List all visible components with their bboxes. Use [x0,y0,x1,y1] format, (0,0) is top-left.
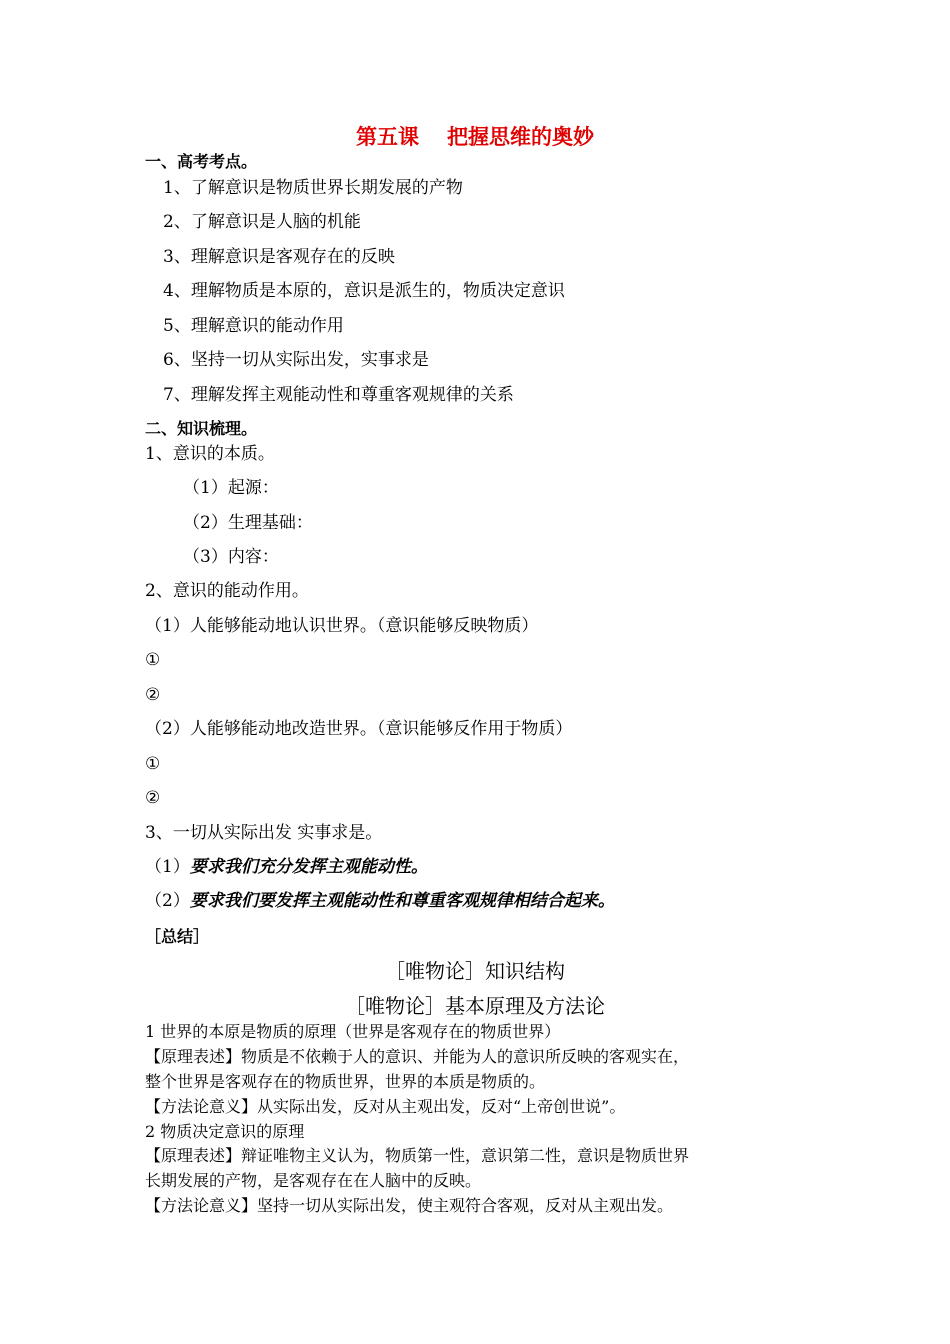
exam-point-item: 1、了解意识是物质世界长期发展的产物 [163,178,463,198]
sub-item-number: （1） [145,857,190,877]
knowledge-sub-item [145,890,615,912]
exam-point-item: 5、理解意识的能动作用 [163,316,344,336]
summary-heading-structure: ［唯物论］知识结构 [385,959,565,983]
blank-marker: ① [145,754,161,774]
principle-line: 整个世界是客观存在的物质世界，世界的本质是物质的。 [145,1072,546,1091]
knowledge-sub-item: （1）起源： [183,478,279,498]
section-heading-knowledge: 二、知识梳理。 [145,419,258,438]
principle-line: 【原理表述】辩证唯物主义认为，物质第一性，意识第二性，意识是物质世界 [145,1146,690,1165]
summary-heading-principles: ［唯物论］基本原理及方法论 [345,994,605,1018]
exam-point-item: 6、坚持一切从实际出发，实事求是 [163,350,429,370]
lesson-number: 第五课 [356,124,419,149]
section-heading-exam-points: 一、高考考点。 [145,152,258,171]
principle-line: 1 世界的本原是物质的原理（世界是客观存在的物质世界） [145,1022,561,1041]
blank-marker: ② [145,788,161,808]
lesson-name: 把握思维的奥妙 [447,124,594,149]
principle-line: 【原理表述】物质是不依赖于人的意识、并能为人的意识所反映的客观实在， [145,1047,690,1066]
principle-line: 长期发展的产物，是客观存在在人脑中的反映。 [145,1171,482,1190]
knowledge-sub-item [145,856,428,878]
knowledge-sub-item: （2）人能够能动地改造世界。（意识能够反作用于物质） [145,719,573,739]
knowledge-sub-item: （2）生理基础： [183,513,313,533]
knowledge-sub-item: （3）内容： [183,547,279,567]
exam-point-item: 7、理解发挥主观能动性和尊重客观规律的关系 [163,385,514,405]
exam-point-item: 2、了解意识是人脑的机能 [163,212,361,232]
sub-item-emphasis: 要求我们要发挥主观能动性和尊重客观规律相结合起来。 [189,891,615,911]
principle-line: 【方法论意义】坚持一切从实际出发，使主观符合客观，反对从主观出发。 [145,1196,674,1215]
blank-marker: ② [145,685,161,705]
exam-point-item: 4、理解物质是本原的，意识是派生的，物质决定意识 [163,281,565,301]
sub-item-emphasis: 要求我们充分发挥主观能动性。 [189,857,428,877]
knowledge-point-label: 2、意识的能动作用。 [145,581,309,601]
knowledge-sub-item: （1）人能够能动地认识世界。（意识能够反映物质） [145,616,539,636]
page-title [0,124,950,150]
exam-point-item: 3、理解意识是客观存在的反映 [163,247,395,267]
principle-line: 2 物质决定意识的原理 [145,1122,305,1141]
knowledge-point-label: 3、一切从实际出发 实事求是。 [145,823,383,843]
sub-item-number: （2） [145,891,190,911]
principle-line: 【方法论意义】从实际出发，反对从主观出发，反对“上帝创世说”。 [145,1097,626,1116]
summary-label: ［总结］ [145,927,210,946]
blank-marker: ① [145,650,161,670]
knowledge-point-label: 1、意识的本质。 [145,444,275,464]
